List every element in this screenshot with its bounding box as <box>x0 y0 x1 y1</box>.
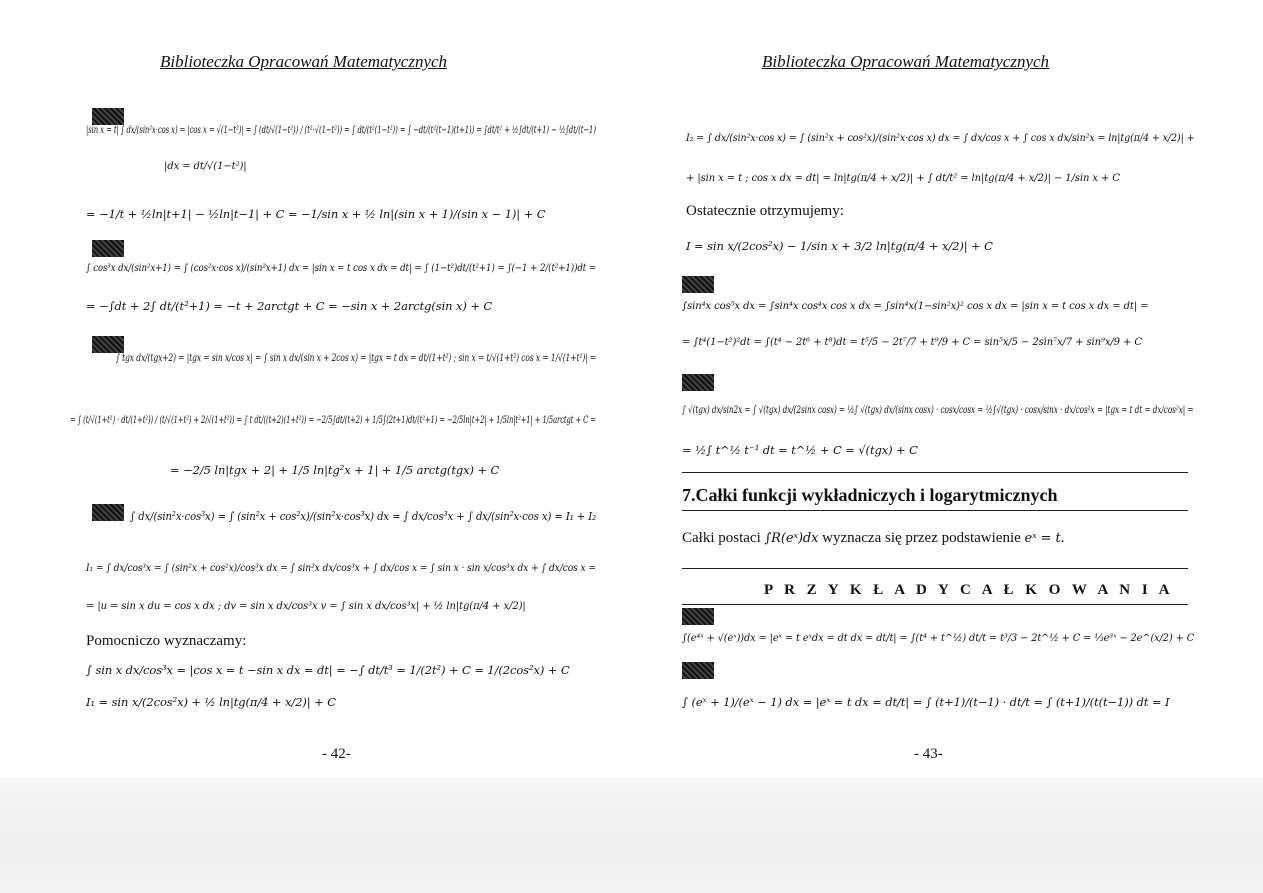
formula-line: |dx = dt/√(1−t²)| <box>164 161 247 172</box>
formula-line: ∫(e⁴ˣ + √(eˣ))dx = |eˣ = t eˣdx = dt dx = dt/t| = ∫(t⁴ + t^½) dt/t = t³/3 − 2t^½ + C = ⅓e³ˣ − 2e^(x/2) + C <box>682 633 1195 644</box>
example-number-badge <box>92 336 124 353</box>
formula-line: ∫ sin x dx/cos³x = |cos x = t −sin x dx = dt| = −∫ dt/t³ = 1/(2t²) + C = 1/(2cos²x) + C <box>86 663 570 677</box>
formula-line: |sin x = t| ∫ dx/(sin²x·cos x) = |cos x = √(1−t²)| = ∫ (dt/√(1−t²)) / (t²·√(1−t²)) = ∫ dt/(t²(1−t²)) = ∫ −dt/(t²(t−1)(t+1)) = ∫dt/t² + ½∫dt/(t+1) − ½∫dt/(t−1) <box>86 125 596 136</box>
example-number-badge <box>682 608 714 625</box>
formula-line: = −∫dt + 2∫ dt/(t²+1) = −t + 2arctgt + C = −sin x + 2arctg(sin x) + C <box>86 299 493 313</box>
formula-line: ∫ (eˣ + 1)/(eˣ − 1) dx = |eˣ = t dx = dt/t| = ∫ (t+1)/(t−1) · dt/t = ∫ (t+1)/(t(t−1)) dt = I <box>682 695 1170 709</box>
divider <box>682 472 1188 473</box>
formula-line: I₁ = ∫ dx/cos³x = ∫ (sin²x + cos²x)/cos³x dx = ∫ sin²x dx/cos³x + ∫ dx/cos x = ∫ sin x · sin x/cos³x dx + ∫ dx/cos x = <box>86 563 596 574</box>
note-text: Pomocniczo wyznaczamy: <box>86 633 247 649</box>
divider <box>682 510 1188 511</box>
example-number-badge <box>92 108 124 125</box>
conclusion-text: Ostatecznie otrzymujemy: <box>686 203 844 219</box>
left-page-header: Biblioteczka Opracowań Matematycznych <box>160 52 448 71</box>
example-number-badge <box>92 504 124 521</box>
divider <box>682 568 1188 569</box>
page-number: - 42- <box>322 746 351 762</box>
formula-line: = −2/5 ln|tgx + 2| + 1/5 ln|tg²x + 1| + 1/5 arctg(tgx) + C <box>170 463 500 477</box>
example-number-badge <box>92 240 124 257</box>
formula-line: = ½∫ t^½ t⁻¹ dt = t^½ + C = √(tgx) + C <box>682 443 918 457</box>
right-page <box>678 0 1198 778</box>
final-result: I = sin x/(2cos²x) − 1/sin x + 3/2 ln|tg(π/4 + x/2)| + C <box>686 239 993 253</box>
section-substitution: eˣ = t. <box>1024 531 1065 546</box>
section-text-before: Całki postaci <box>682 530 761 546</box>
formula-line: I₁ = sin x/(2cos²x) + ½ ln|tg(π/4 + x/2)| + C <box>86 695 336 709</box>
formula-line: = |u = sin x du = cos x dx ; dv = sin x dx/cos³x v = ∫ sin x dx/cos³x| + ½ ln|tg(π/4 + x/2)| <box>86 601 526 612</box>
formula-line: = −1/t + ½ln|t+1| − ½ln|t−1| + C = −1/sin x + ½ ln|(sin x + 1)/(sin x − 1)| + C <box>86 207 546 221</box>
formula-line: = ∫ (t/√(1+t²) · dt/(1+t²)) / (t/√(1+t²) + 2/√(1+t²)) = ∫ t dt/((t+2)(1+t²)) = −2/5∫dt/(t+2) + 1/5∫(2t+1)dt/(t²+1) = −2/5ln|t+2| + 1/5ln|t²+1| + 1/5arctgt + C = <box>70 415 596 426</box>
right-page-header: Biblioteczka Opracowań Matematycznych <box>762 52 1050 71</box>
formula-line: I₂ = ∫ dx/(sin²x·cos x) = ∫ (sin²x + cos²x)/(sin²x·cos x) dx = ∫ dx/cos x + ∫ cos x dx/sin²x = ln|tg(π/4 + x/2)| + <box>686 133 1195 144</box>
examples-subheading: P R Z Y K Ł A D Y C A Ł K O W A N I A <box>764 582 1174 598</box>
formula-line: = ∫t⁴(1−t²)²dt = ∫(t⁴ − 2t⁶ + t⁸)dt = t⁵/5 − 2t⁷/7 + t⁹/9 + C = sin⁵x/5 − 2sin⁷x/7 + sin⁹x/9 + C <box>682 337 1142 348</box>
formula-line: ∫ cos³x dx/(sin²x+1) = ∫ (cos²x·cos x)/(sin²x+1) dx = |sin x = t cos x dx = dt| = ∫ (1−t²)dt/(t²+1) = ∫(−1 + 2/(t²+1))dt = <box>86 263 597 274</box>
section-integral: ∫R(eˣ)dx <box>764 531 819 546</box>
divider <box>682 604 1188 605</box>
example-number-badge <box>682 374 714 391</box>
page-number: - 43- <box>914 746 943 762</box>
example-number-badge <box>682 276 714 293</box>
example-number-badge <box>682 662 714 679</box>
scan-bottom-shadow <box>0 778 1263 893</box>
left-page <box>60 0 600 778</box>
formula-line: + |sin x = t ; cos x dx = dt| = ln|tg(π/4 + x/2)| + ∫ dt/t² = ln|tg(π/4 + x/2)| − 1/sin x + C <box>686 173 1120 184</box>
formula-line: ∫ √(tgx) dx/sin2x = ∫ √(tgx) dx/(2sinx cosx) = ½∫ √(tgx) dx/(sinx cosx) · cosx/cosx = ½∫√(tgx) · cosx/sinx · dx/cos²x = |tgx = t dt = dx/cos²x| = <box>682 405 1194 416</box>
section-text <box>682 530 1065 547</box>
formula-line: ∫sin⁴x cos⁵x dx = ∫sin⁴x cos⁴x cos x dx = ∫sin⁴x(1−sin²x)² cos x dx = |sin x = t cos x dx = dt| = <box>682 301 1149 312</box>
section-text-after: wyznacza się przez podstawienie <box>822 530 1021 546</box>
formula-line: ∫ tgx dx/(tgx+2) = |tgx = sin x/cos x| = ∫ sin x dx/(sin x + 2cos x) = |tgx = t dx = dt/(1+t²) ; sin x = t/√(1+t²) cos x = 1/√(1+t²)| = <box>116 353 597 364</box>
section-title: 7.Całki funkcji wykładniczych i logarytmicznych <box>682 485 1058 505</box>
formula-line: ∫ dx/(sin²x·cos³x) = ∫ (sin²x + cos²x)/(sin²x·cos³x) dx = ∫ dx/cos³x + ∫ dx/(sin²x·cos x) = I₁ + I₂ <box>130 509 597 523</box>
